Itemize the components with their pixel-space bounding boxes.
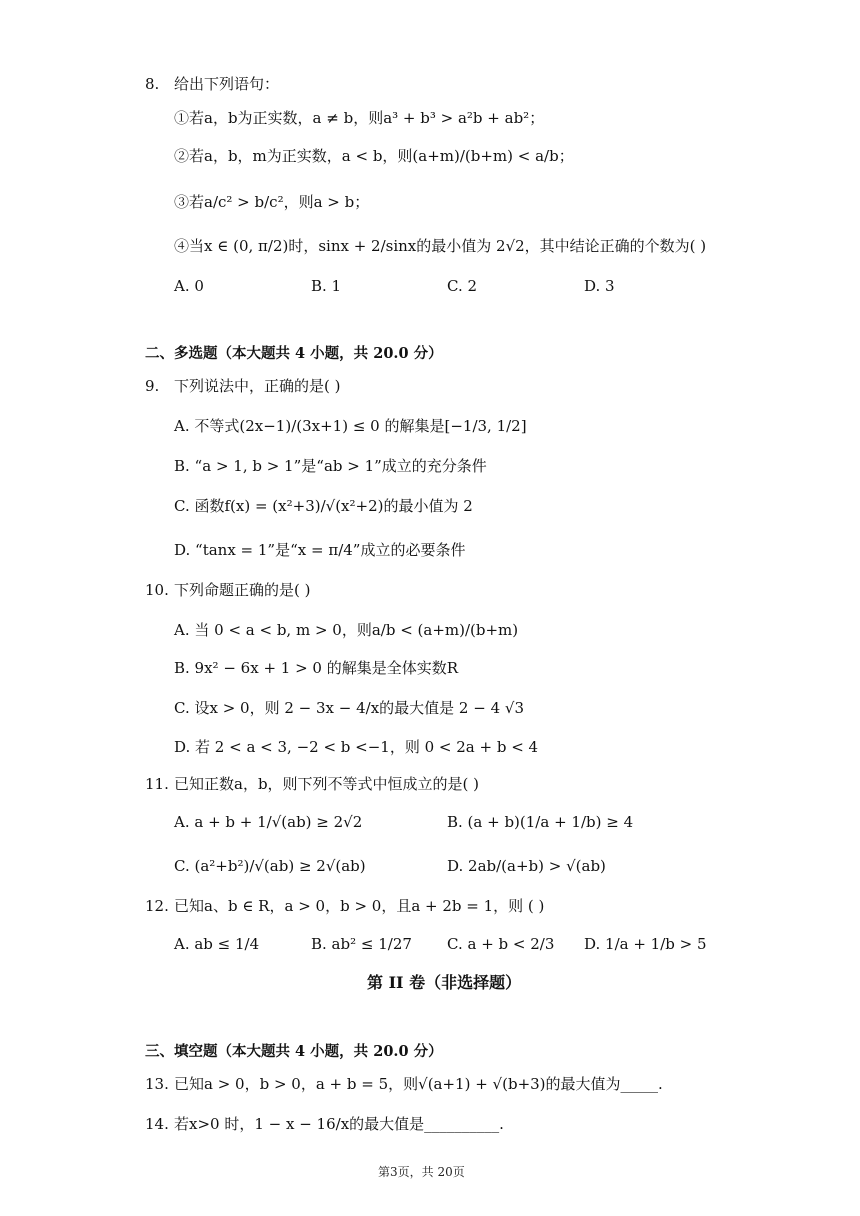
question-13-stem: 已知a > 0，b > 0，a + b = 5，则√(a+1) + √(b+3)的最大值为_____.: [174, 1075, 663, 1093]
question-8-statement-1: ①若a，b为正实数，a ≠ b，则a³ + b³ > a²b + ab²；: [174, 109, 545, 127]
section-2-heading: 二、多选题（本大题共 4 小题，共 20.0 分）: [145, 345, 443, 362]
part-2-title: 第 II 卷（非选择题）: [367, 973, 522, 992]
question-10-number: 10.: [145, 581, 169, 599]
question-8-option-d: D. 3: [584, 277, 615, 295]
question-8-statement-3: ③若a/c² > b/c²，则a > b；: [174, 193, 370, 211]
question-11-stem: 已知正数a，b，则下列不等式中恒成立的是( ): [174, 775, 480, 793]
question-11-number: 11.: [145, 775, 169, 793]
question-8-option-b: B. 1: [311, 277, 342, 295]
page-footer: 第3页，共 20页: [378, 1165, 465, 1179]
question-9-option-a: A. 不等式(2x−1)/(3x+1) ≤ 0 的解集是[−1/3, 1/2]: [174, 417, 527, 435]
question-10-option-a: A. 当 0 < a < b, m > 0，则a/b < (a+m)/(b+m): [174, 621, 519, 639]
question-11-option-c: C. (a²+b²)/√(ab) ≥ 2√(ab): [174, 857, 366, 875]
question-11-option-b: B. (a + b)(1/a + 1/b) ≥ 4: [447, 813, 634, 831]
question-8-statement-4: ④当x ∈ (0, π/2)时，sinx + 2/sinx的最小值为 2√2，其中结论正确的个数为( ): [174, 237, 707, 255]
question-12-option-c: C. a + b < 2/3: [447, 935, 555, 953]
question-10-option-c: C. 设x > 0，则 2 − 3x − 4/x的最大值是 2 − 4 √3: [174, 699, 524, 717]
question-11-option-a: A. a + b + 1/√(ab) ≥ 2√2: [174, 813, 363, 831]
question-12-option-a: A. ab ≤ 1/4: [174, 935, 260, 953]
question-9-stem: 下列说法中，正确的是( ): [174, 377, 341, 395]
question-14-stem: 若x>0 时，1 − x − 16/x的最大值是__________.: [174, 1115, 504, 1133]
question-10-option-d: D. 若 2 < a < 3, −2 < b <−1，则 0 < 2a + b < 4: [174, 738, 539, 756]
question-8-number: 8.: [145, 75, 160, 93]
question-12-stem: 已知a、b ∈ R，a > 0，b > 0，且a + 2b = 1，则 ( ): [174, 897, 545, 915]
question-8-option-c: C. 2: [447, 277, 478, 295]
question-10-stem: 下列命题正确的是( ): [174, 581, 311, 599]
question-8-option-a: A. 0: [174, 277, 204, 295]
question-13-number: 13.: [145, 1075, 169, 1093]
question-10-option-b: B. 9x² − 6x + 1 > 0 的解集是全体实数R: [174, 659, 459, 677]
question-8-stem: 给出下列语句：: [174, 75, 280, 93]
question-8-statement-2: ②若a，b，m为正实数，a < b，则(a+m)/(b+m) < a/b；: [174, 147, 574, 165]
question-12-number: 12.: [145, 897, 169, 915]
question-9-number: 9.: [145, 377, 160, 395]
question-11-option-d: D. 2ab/(a+b) > √(ab): [447, 857, 606, 875]
question-9-option-d: D. “tanx = 1”是“x = π/4”成立的必要条件: [174, 541, 466, 559]
question-12-option-d: D. 1/a + 1/b > 5: [584, 935, 707, 953]
question-12-option-b: B. ab² ≤ 1/27: [311, 935, 412, 953]
question-9-option-b: B. “a > 1, b > 1”是“ab > 1”成立的充分条件: [174, 457, 487, 475]
question-9-option-c: C. 函数f(x) = (x²+3)/√(x²+2)的最小值为 2: [174, 497, 473, 515]
question-14-number: 14.: [145, 1115, 169, 1133]
section-3-heading: 三、填空题（本大题共 4 小题，共 20.0 分）: [145, 1043, 443, 1060]
